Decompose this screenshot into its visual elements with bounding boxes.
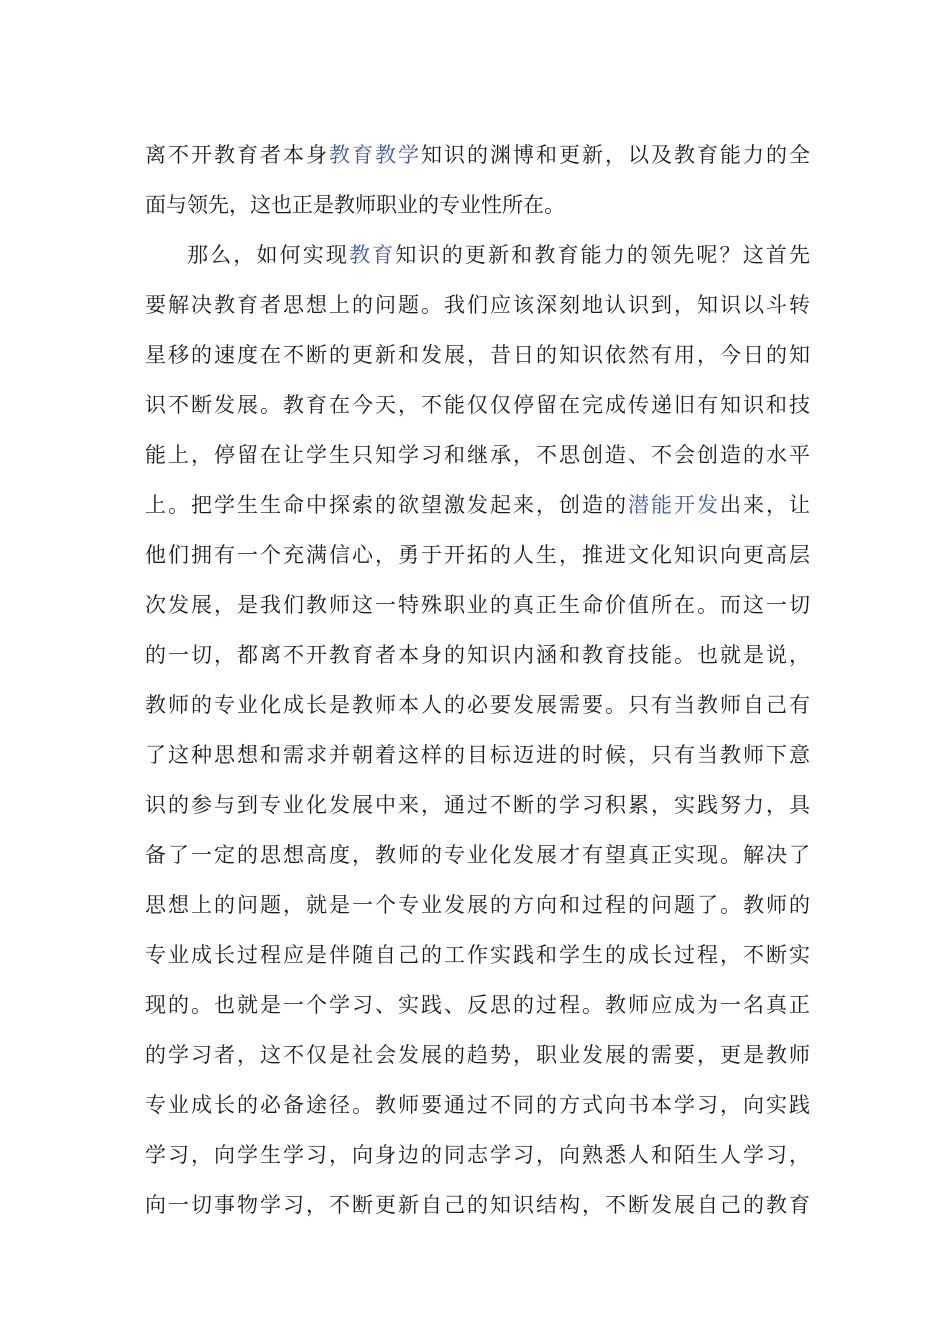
text-line <box>145 780 810 830</box>
text-line <box>145 830 810 880</box>
text-segment: 面与领先，这也正是教师职业的专业性所在。 <box>145 193 565 217</box>
text-segment: 能上，停留在让学生只知学习和继承，不思创造、不会创造的水平 <box>145 443 810 467</box>
text-segment: 的一切，都离不开教育者本身的知识内涵和教育技能。也就是说， <box>145 643 810 667</box>
hyperlink-text[interactable]: 教育教学 <box>329 143 421 167</box>
text-segment: 那么，如何实现 <box>187 243 350 267</box>
text-segment: 离不开教育者本身 <box>145 143 329 167</box>
text-segment: 知识的渊博和更新，以及教育能力的全 <box>421 143 810 167</box>
text-segment: 了这种思想和需求并朝着这样的目标迈进的时候，只有当教师下意 <box>145 743 810 767</box>
text-segment: 次发展，是我们教师这一特殊职业的真正生命价值所在。而这一切 <box>145 593 810 617</box>
text-line <box>145 530 810 580</box>
text-line <box>145 680 810 730</box>
text-segment: 专业成长过程应是伴随自己的工作实践和学生的成长过程，不断实 <box>145 943 810 967</box>
hyperlink-text[interactable]: 教育 <box>349 243 396 267</box>
text-segment: 星移的速度在不断的更新和发展，昔日的知识依然有用，今日的知 <box>145 343 810 367</box>
text-segment: 备了一定的思想高度，教师的专业化发展才有望真正实现。解决了 <box>145 843 810 867</box>
text-line <box>145 480 810 530</box>
text-line <box>145 330 810 380</box>
text-line <box>145 730 810 780</box>
text-segment: 识不断发展。教育在今天，不能仅仅停留在完成传递旧有知识和技 <box>145 393 810 417</box>
hyperlink-text[interactable]: 潜能开发 <box>628 493 720 517</box>
text-segment: 教师的专业化成长是教师本人的必要发展需要。只有当教师自己有 <box>145 693 810 717</box>
text-segment: 出来，让 <box>720 493 810 517</box>
text-segment: 知识的更新和教育能力的领先呢？这首先 <box>395 243 811 267</box>
text-line <box>145 980 810 1030</box>
text-segment: 学习，向学生学习，向身边的同志学习，向熟悉人和陌生人学习， <box>145 1143 810 1167</box>
text-line <box>145 180 810 230</box>
text-segment: 识的参与到专业化发展中来，通过不断的学习积累，实践努力，具 <box>145 793 810 817</box>
text-segment: 专业成长的必备途径。教师要通过不同的方式向书本学习，向实践 <box>145 1093 810 1117</box>
text-line <box>145 1030 810 1080</box>
text-segment: 向一切事物学习，不断更新自己的知识结构，不断发展自己的教育 <box>145 1193 810 1217</box>
body-text <box>145 130 810 1230</box>
text-line <box>145 130 810 180</box>
text-segment: 他们拥有一个充满信心，勇于开拓的人生，推进文化知识向更高层 <box>145 543 810 567</box>
text-line <box>145 280 810 330</box>
text-line <box>145 1180 810 1230</box>
text-line <box>145 380 810 430</box>
text-segment: 思想上的问题，就是一个专业发展的方向和过程的问题了。教师的 <box>145 893 810 917</box>
text-line <box>145 1080 810 1130</box>
text-line <box>145 580 810 630</box>
text-line <box>145 880 810 930</box>
text-line <box>145 230 810 280</box>
text-segment: 上。把学生生命中探索的欲望激发起来，创造的 <box>145 493 628 517</box>
text-line <box>145 1130 810 1180</box>
text-segment: 的学习者，这不仅是社会发展的趋势，职业发展的需要，更是教师 <box>145 1043 810 1067</box>
text-line <box>145 630 810 680</box>
text-line <box>145 430 810 480</box>
text-segment: 现的。也就是一个学习、实践、反思的过程。教师应成为一名真正 <box>145 993 810 1017</box>
text-segment: 要解决教育者思想上的问题。我们应该深刻地认识到，知识以斗转 <box>145 293 810 317</box>
text-line <box>145 930 810 980</box>
